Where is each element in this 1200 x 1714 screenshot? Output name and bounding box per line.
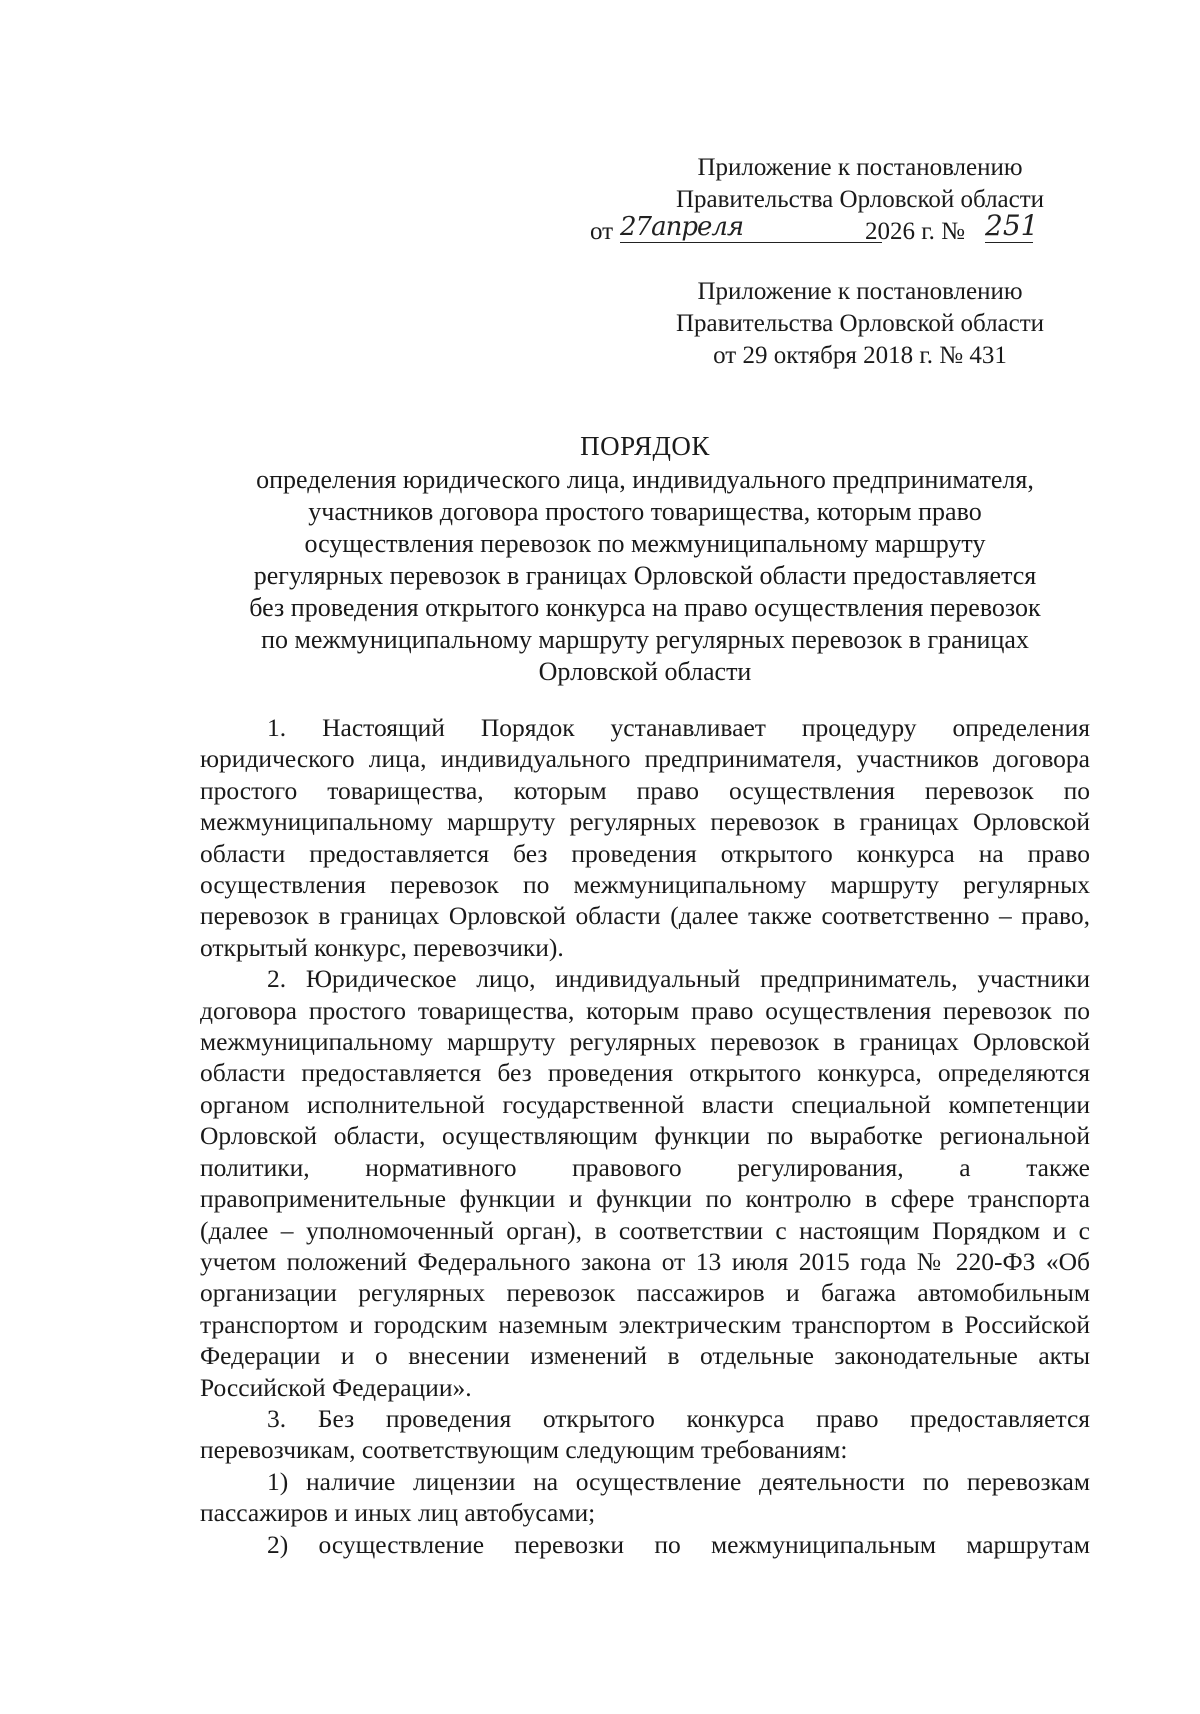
original-header-line-date: от 29 октября 2018 г. № 431 (713, 342, 1007, 369)
paragraph-2: 2. Юридическое лицо, индивидуальный предприниматель, участники договора простого товарищества, которым право осуществления перевозок по межмуниципальному маршруту регулярных перевозок в границах Орловской области предоставляется без проведения открытого конкурса, определяются органом исполнительной государственной власти специальной компетенции Орловской области, осуществляющим функции по выработке региональной политики, нормативного правового регулирования, а также правоприменительные функции и функции по контролю в сфере транспорта (далее – уполномоченный орган), в соответствии с настоящим Порядком и с учетом положений Федерального закона от 13 июля 2015 года № 220-ФЗ «Об организации регулярных перевозок пассажиров и багажа автомобильным транспортом и городским наземным электрическим транспортом в Российской Федерации и о внесении изменений в отдельные законодательные акты Российской Федерации». (200, 964, 1090, 1402)
handwritten-date: 27апреля (620, 212, 882, 243)
title-main: ПОРЯДОК (580, 431, 710, 461)
current-resolution-header (590, 152, 1100, 250)
date-prefix: от (590, 218, 614, 245)
header-line-government: Правительства Орловской области (675, 186, 1045, 213)
document-title (200, 430, 1090, 688)
header-line-appendix: Приложение к постановлению (697, 154, 1023, 181)
year-and-number-label: 2026 г. № (865, 218, 966, 245)
original-header-line-government: Правительства Орловской области (675, 310, 1045, 337)
title-subtitle: определения юридического лица, индивидуального предпринимателя, участников договора простого товарищества, которым право осуществления перевозок по межмуниципальному маршруту регулярных перевозок в границах Орловской области предоставляется без проведения открытого конкурса на право осуществления перевозок по межмуниципальному маршруту регулярных перевозок в границах Орловской области (249, 465, 1041, 686)
paragraph-1: 1. Настоящий Порядок устанавливает процедуру определения юридического лица, индивидуального предпринимателя, участников договора простого товарищества, которым право осуществления перевозок по межмуниципальному маршруту регулярных перевозок в границах Орловской области предоставляется без проведения открытого конкурса на право осуществления перевозок по межмуниципальному маршруту регулярных перевозок в границах Орловской области (далее также соответственно – право, открытый конкурс, перевозчики). (200, 713, 1090, 962)
header-date-line (590, 209, 1100, 250)
document-body (200, 712, 1090, 1560)
original-header-line-appendix: Приложение к постановлению (697, 278, 1023, 305)
handwritten-number: 251 (985, 209, 1039, 242)
original-resolution-header (620, 276, 1100, 372)
paragraph-3: 3. Без проведения открытого конкурса право предоставляется перевозчикам, соответствующим следующим требованиям: (200, 1403, 1090, 1465)
paragraph-3-item-1: 1) наличие лицензии на осуществление деятельности по перевозкам пассажиров и иных лиц автобусами; (200, 1466, 1090, 1528)
paragraph-3-item-2: 2) осуществление перевозки по межмуниципальным маршрутам (267, 1529, 1090, 1559)
